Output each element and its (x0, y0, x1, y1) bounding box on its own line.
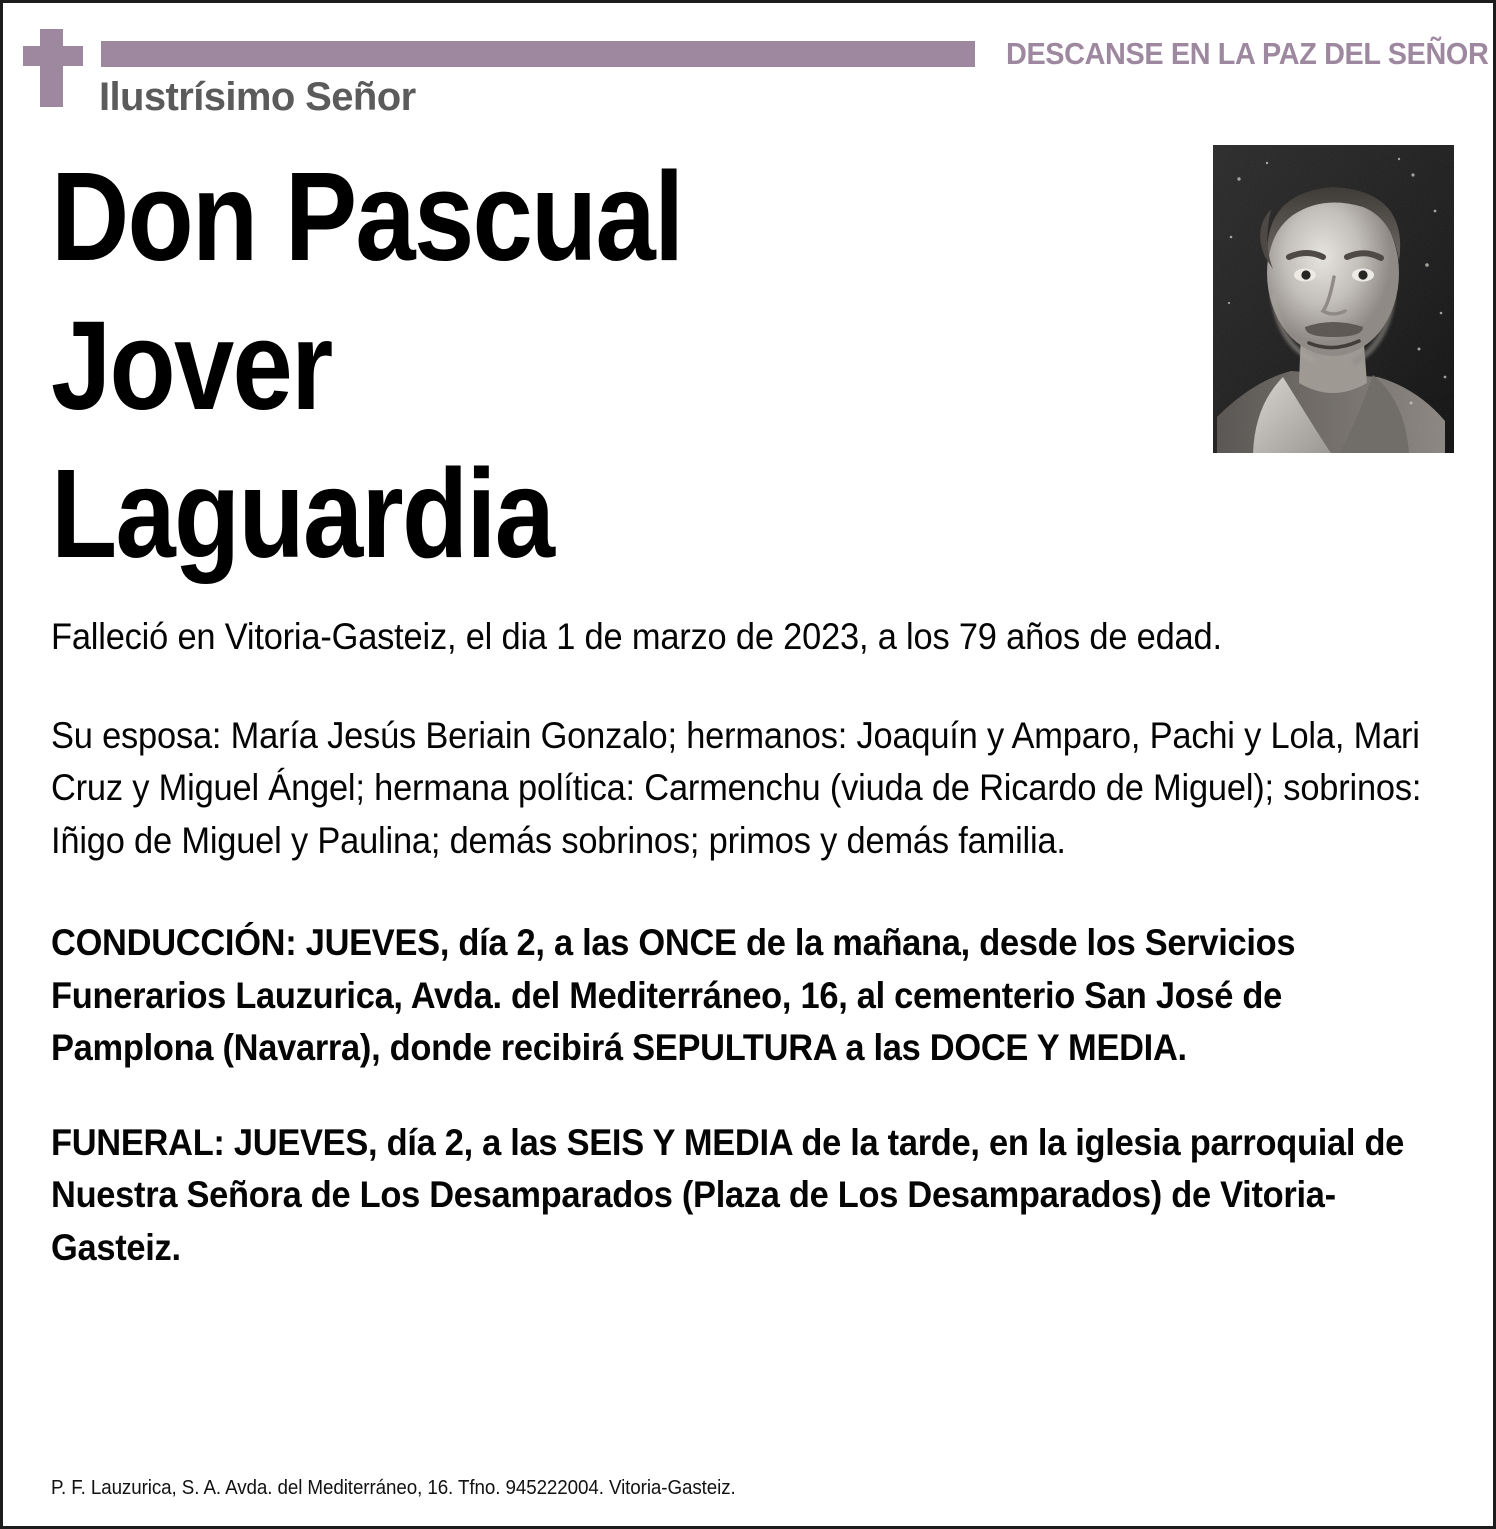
honorific-title: Ilustrísimo Señor (99, 75, 416, 119)
name-line-1: Don Pascual (51, 146, 683, 287)
notice-header (3, 3, 1493, 133)
funeral-home-imprint: P. F. Lauzurica, S. A. Avda. del Mediterráneo, 16. Tfno. 945222004. Vitoria-Gasteiz. (51, 1477, 736, 1499)
cross-horizontal-bar (23, 46, 83, 66)
cross-vertical-bar (40, 29, 63, 107)
surviving-family: Su esposa: María Jesús Beriain Gonzalo; hermanos: Joaquín y Amparo, Pachi y Lola, Mari Cruz y Miguel Ángel; hermana política: Carmenchu (viuda de Ricardo de Miguel); sobrinos: Iñigo de Miguel y Paulina; demás sobrinos; primos y demás familia. (51, 714, 1422, 861)
deceased-name (51, 143, 1171, 589)
obituary-body (51, 611, 1431, 1274)
name-line-3: Laguardia (51, 443, 554, 585)
cross-icon (23, 29, 83, 107)
conduccion-details: CONDUCCIÓN: JUEVES, día 2, a las ONCE de la mañana, desde los Servicios Funerarios Lauzurica, Avda. del Mediterráneo, 16, al cementerio San José de Pamplona (Navarra), donde recibirá SEPULTURA a las DOCE Y MEDIA. (51, 922, 1296, 1069)
rest-in-peace-text: DESCANSE EN LA PAZ DEL SEÑOR (1006, 36, 1489, 71)
portrait-photo (1213, 145, 1454, 453)
death-statement: Falleció en Vitoria-Gasteiz, el dia 1 de marzo de 2023, a los 79 años de edad. (51, 616, 1222, 657)
name-line-2: Jover (51, 294, 332, 436)
header-accent-bar (101, 41, 975, 67)
funeral-details: FUNERAL: JUEVES, día 2, a las SEIS Y MEDIA de la tarde, en la iglesia parroquial de Nuestra Señora de Los Desamparados (Plaza de Los Desamparados) de Vitoria-Gasteiz. (51, 1121, 1405, 1268)
